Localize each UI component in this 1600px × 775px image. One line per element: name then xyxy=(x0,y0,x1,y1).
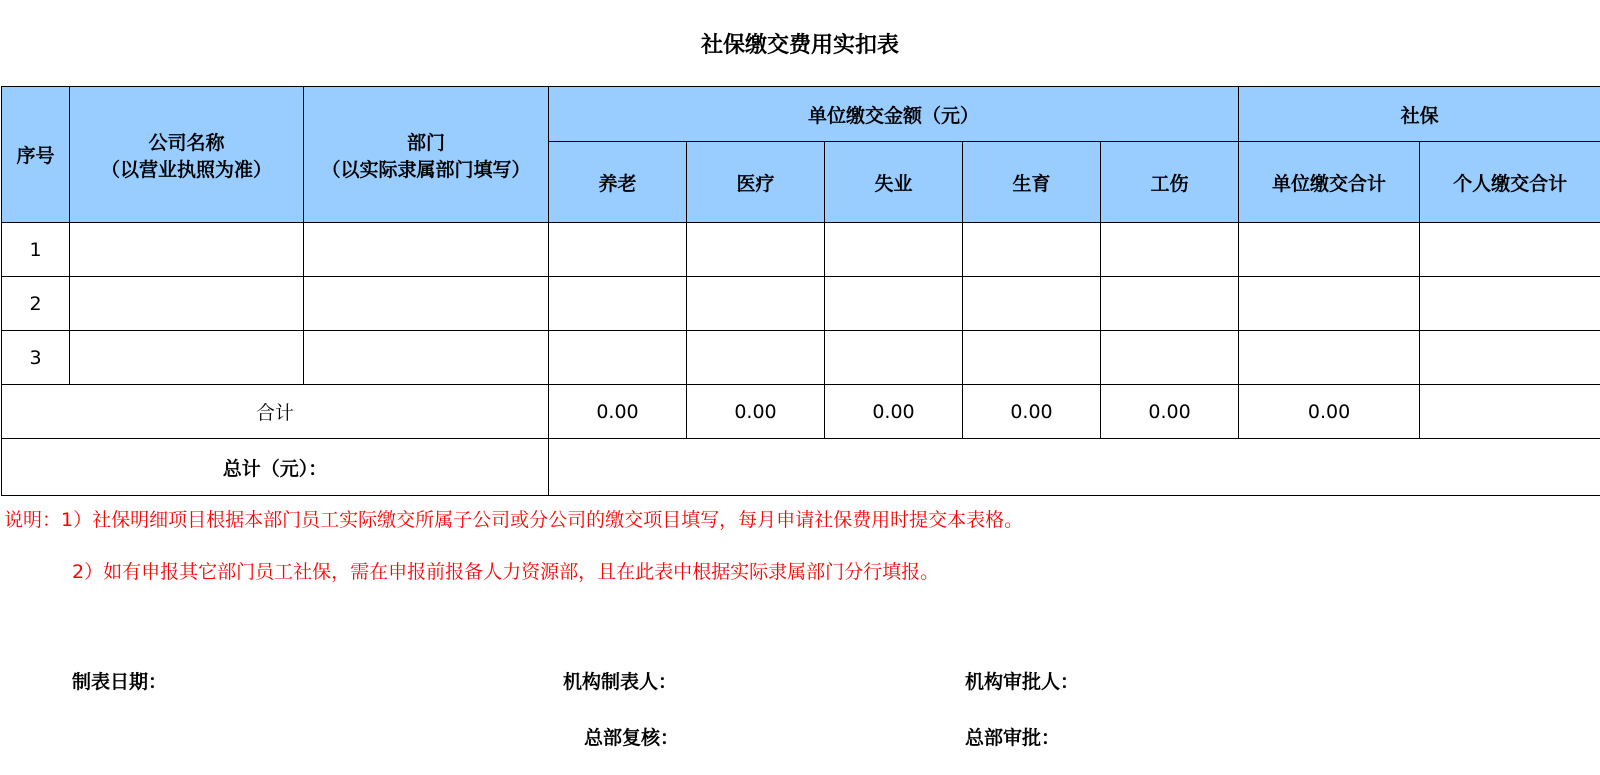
cell-medical[interactable] xyxy=(687,331,825,385)
signature-hq-review-label: 总部复核： xyxy=(584,727,680,749)
row-seq: 3 xyxy=(2,331,70,385)
cell-unit-total[interactable] xyxy=(1239,277,1420,331)
table-row xyxy=(2,331,1600,385)
cell-pension[interactable] xyxy=(549,223,687,277)
cell-pension[interactable] xyxy=(549,277,687,331)
table-row xyxy=(2,223,1600,277)
cell-medical[interactable] xyxy=(687,223,825,277)
row-seq: 1 xyxy=(2,223,70,277)
cell-company[interactable] xyxy=(70,331,304,385)
signature-approver-label: 机构审批人： xyxy=(965,671,1080,693)
subtotal-unemployment: 0.00 xyxy=(825,385,963,439)
header-social-group: 社保 xyxy=(1239,87,1600,142)
total-label: 总计（元）： xyxy=(2,439,549,496)
subtotal-injury: 0.00 xyxy=(1101,385,1239,439)
signature-preparer-label: 机构制表人： xyxy=(563,671,678,693)
header-unemployment: 失业 xyxy=(825,142,963,223)
subtotal-unit-total: 0.00 xyxy=(1239,385,1420,439)
header-dept-line1: 部门 xyxy=(406,131,445,154)
cell-company[interactable] xyxy=(70,277,304,331)
header-injury: 工伤 xyxy=(1101,142,1239,223)
subtotal-maternity: 0.00 xyxy=(963,385,1101,439)
cell-maternity[interactable] xyxy=(963,331,1101,385)
cell-dept[interactable] xyxy=(304,223,549,277)
deduction-table xyxy=(1,86,1600,496)
subtotal-pension: 0.00 xyxy=(549,385,687,439)
header-company xyxy=(70,87,304,223)
cell-unit-total[interactable] xyxy=(1239,223,1420,277)
row-seq: 2 xyxy=(2,277,70,331)
table-row xyxy=(2,277,1600,331)
header-dept-line2: （以实际隶属部门填写） xyxy=(321,158,531,181)
header-unit-total: 单位缴交合计 xyxy=(1239,142,1420,223)
subtotal-row xyxy=(2,385,1600,439)
subtotal-medical: 0.00 xyxy=(687,385,825,439)
cell-maternity[interactable] xyxy=(963,277,1101,331)
cell-injury[interactable] xyxy=(1101,331,1239,385)
header-pension: 养老 xyxy=(549,142,687,223)
cell-dept[interactable] xyxy=(304,277,549,331)
cell-personal-total[interactable] xyxy=(1420,277,1600,331)
header-company-line2: （以营业执照为准） xyxy=(100,158,272,181)
cell-personal-total[interactable] xyxy=(1420,331,1600,385)
cell-dept[interactable] xyxy=(304,331,549,385)
header-personal-total: 个人缴交合计 xyxy=(1420,142,1600,223)
cell-company[interactable] xyxy=(70,223,304,277)
total-row xyxy=(2,439,1600,496)
signature-hq-approve-label: 总部审批： xyxy=(965,727,1061,749)
cell-medical[interactable] xyxy=(687,277,825,331)
header-medical: 医疗 xyxy=(687,142,825,223)
header-company-line1: 公司名称 xyxy=(148,131,225,154)
cell-unemployment[interactable] xyxy=(825,277,963,331)
cell-unemployment[interactable] xyxy=(825,331,963,385)
cell-unemployment[interactable] xyxy=(825,223,963,277)
page-title: 社保缴交费用实扣表 xyxy=(700,33,899,58)
cell-personal-total[interactable] xyxy=(1420,223,1600,277)
signature-date-label: 制表日期： xyxy=(72,671,168,693)
subtotal-label: 合计 xyxy=(2,385,549,439)
cell-injury[interactable] xyxy=(1101,277,1239,331)
note-line-1: 说明：1）社保明细项目根据本部门员工实际缴交所属子公司或分公司的缴交项目填写，每月申请社保费用时提交本表格。 xyxy=(4,509,1024,531)
cell-maternity[interactable] xyxy=(963,223,1101,277)
cell-injury[interactable] xyxy=(1101,223,1239,277)
header-seq: 序号 xyxy=(2,87,70,223)
cell-unit-total[interactable] xyxy=(1239,331,1420,385)
cell-pension[interactable] xyxy=(549,331,687,385)
header-unit-amount-group: 单位缴交金额（元） xyxy=(549,87,1239,142)
header-maternity: 生育 xyxy=(963,142,1101,223)
note-line-2: 2）如有申报其它部门员工社保，需在申报前报备人力资源部，且在此表中根据实际隶属部门分行填报。 xyxy=(72,561,940,583)
total-value[interactable] xyxy=(549,439,1600,496)
subtotal-personal-total xyxy=(1420,385,1600,439)
header-dept xyxy=(304,87,549,223)
